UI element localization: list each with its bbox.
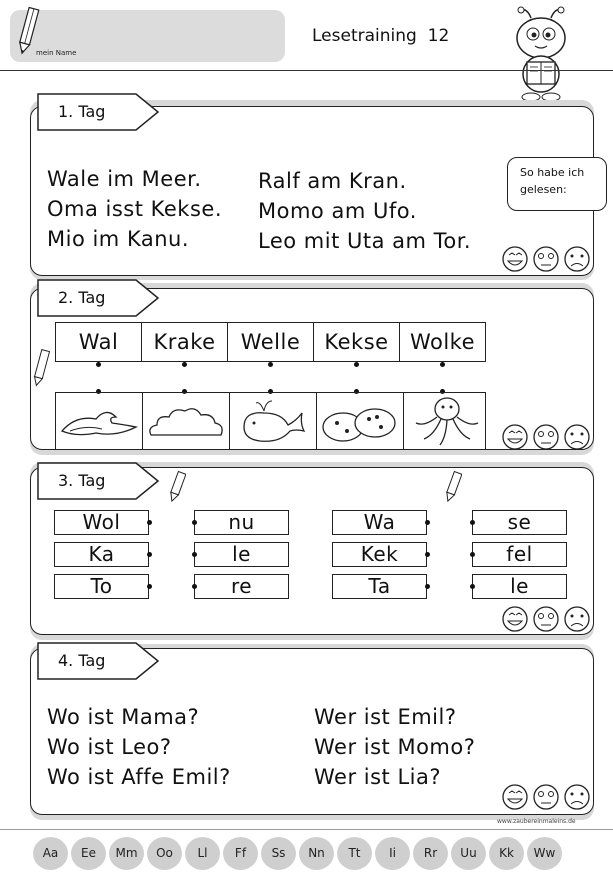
syllable-box: re — [194, 574, 289, 599]
title-text: Lesetraining — [312, 26, 417, 46]
header-divider — [0, 70, 613, 71]
letter-chip: Mm — [109, 837, 144, 870]
day4-left-text — [47, 702, 231, 792]
connect-dot[interactable] — [192, 520, 197, 525]
word-cell: Kekse — [314, 323, 400, 361]
self-assessment-bubble — [507, 157, 607, 211]
connect-dot[interactable] — [354, 362, 359, 367]
sentence: Oma isst Kekse. — [47, 197, 222, 221]
letter-chip: Aa — [33, 837, 68, 870]
word-cell: Wal — [56, 323, 142, 361]
connect-dot[interactable] — [147, 552, 152, 557]
picture-row — [55, 392, 486, 450]
syllable-box: Ka — [54, 542, 149, 567]
letter-chip: Uu — [451, 837, 486, 870]
letter-chip: Oo — [147, 837, 182, 870]
sentence: Leo mit Uta am Tor. — [258, 229, 472, 253]
syllable-box: nu — [194, 510, 289, 535]
syllable-box: Wa — [332, 510, 427, 535]
octopus-picture — [404, 393, 490, 449]
day3-tab-label: 3. Tag — [58, 471, 106, 490]
question: Wo ist Mama? — [47, 705, 200, 729]
question: Wer ist Emil? — [314, 705, 457, 729]
neutral-face-icon — [534, 425, 558, 449]
day4-tab-label: 4. Tag — [58, 651, 106, 670]
syllable-box: fel — [472, 542, 567, 567]
sentence: Ralf am Kran. — [258, 169, 407, 193]
rating-faces[interactable] — [500, 782, 592, 812]
letter-chip: Ee — [71, 837, 106, 870]
letter-chip: Ii — [375, 837, 410, 870]
rating-faces[interactable] — [500, 422, 592, 452]
syllable-box: Kek — [332, 542, 427, 567]
syllable-box: le — [194, 542, 289, 567]
connect-dot[interactable] — [96, 362, 101, 367]
connect-dot[interactable] — [147, 520, 152, 525]
word-cell: Welle — [228, 323, 314, 361]
letter-chip: Ss — [261, 837, 296, 870]
footer-divider — [0, 829, 613, 830]
question: Wer ist Lia? — [314, 765, 441, 789]
syllable-box: To — [54, 574, 149, 599]
question: Wer ist Momo? — [314, 735, 476, 759]
syllable-box: Wol — [54, 510, 149, 535]
connect-dot[interactable] — [425, 520, 430, 525]
sad-face-icon — [565, 247, 589, 271]
letter-chip: Ff — [223, 837, 258, 870]
wave-picture — [56, 393, 143, 449]
connect-dot[interactable] — [268, 362, 273, 367]
sentence: Momo am Ufo. — [258, 199, 417, 223]
sad-face-icon — [565, 785, 589, 809]
letter-chip: Tt — [337, 837, 372, 870]
question: Wo ist Leo? — [47, 735, 172, 759]
day4-right-text — [314, 702, 475, 792]
day1-tab-label: 1. Tag — [58, 102, 106, 121]
word-row — [55, 322, 486, 362]
happy-face-icon — [503, 247, 527, 271]
rating-faces[interactable] — [500, 244, 592, 274]
letter-chip: Kk — [489, 837, 524, 870]
day1-tab — [36, 92, 166, 132]
connect-dot[interactable] — [440, 362, 445, 367]
pencil-icon — [444, 470, 462, 504]
neutral-face-icon — [534, 607, 558, 631]
neutral-face-icon — [534, 247, 558, 271]
happy-face-icon — [503, 425, 527, 449]
connect-dot[interactable] — [192, 552, 197, 557]
happy-face-icon — [503, 607, 527, 631]
whale-picture — [230, 393, 317, 449]
cloud-picture — [143, 393, 230, 449]
cookies-picture — [317, 393, 404, 449]
sad-face-icon — [565, 607, 589, 631]
day1-right-text — [258, 166, 471, 256]
day4-tab — [36, 641, 166, 681]
name-label: mein Name — [36, 49, 77, 57]
letter-chip: Nn — [299, 837, 334, 870]
bubble-line: So habe ich — [520, 166, 585, 179]
sentence: Mio im Kanu. — [47, 227, 190, 251]
day2-tab — [36, 278, 166, 318]
connect-dot[interactable] — [470, 584, 475, 589]
syllable-box: Ta — [332, 574, 427, 599]
connect-dot[interactable] — [470, 552, 475, 557]
sentence: Wale im Meer. — [47, 167, 202, 191]
neutral-face-icon — [534, 785, 558, 809]
bubble-line: gelesen: — [520, 183, 567, 196]
syllable-box: se — [472, 510, 567, 535]
happy-face-icon — [503, 785, 527, 809]
question: Wo ist Affe Emil? — [47, 765, 231, 789]
day3-tab — [36, 461, 166, 501]
pencil-icon — [32, 348, 50, 388]
sad-face-icon — [565, 425, 589, 449]
syllable-box: le — [472, 574, 567, 599]
connect-dot[interactable] — [147, 584, 152, 589]
connect-dot[interactable] — [192, 584, 197, 589]
pencil-icon — [168, 470, 186, 504]
letter-chip: Rr — [413, 837, 448, 870]
letter-chip: Ll — [185, 837, 220, 870]
letter-chip: Ww — [527, 837, 562, 870]
title-number: 12 — [427, 26, 450, 46]
letter-row — [33, 837, 562, 870]
connect-dot[interactable] — [470, 520, 475, 525]
word-cell: Krake — [142, 323, 228, 361]
word-cell: Wolke — [409, 330, 476, 354]
day1-left-text — [47, 164, 222, 254]
website-url: www.zaubereinmaleins.de — [497, 818, 576, 825]
connect-dot[interactable] — [182, 362, 187, 367]
rating-faces[interactable] — [500, 604, 592, 634]
day2-tab-label: 2. Tag — [58, 288, 106, 307]
connect-dot[interactable] — [425, 552, 430, 557]
bug-mascot-icon — [505, 4, 577, 104]
connect-dot[interactable] — [425, 584, 430, 589]
page-title — [312, 26, 449, 46]
